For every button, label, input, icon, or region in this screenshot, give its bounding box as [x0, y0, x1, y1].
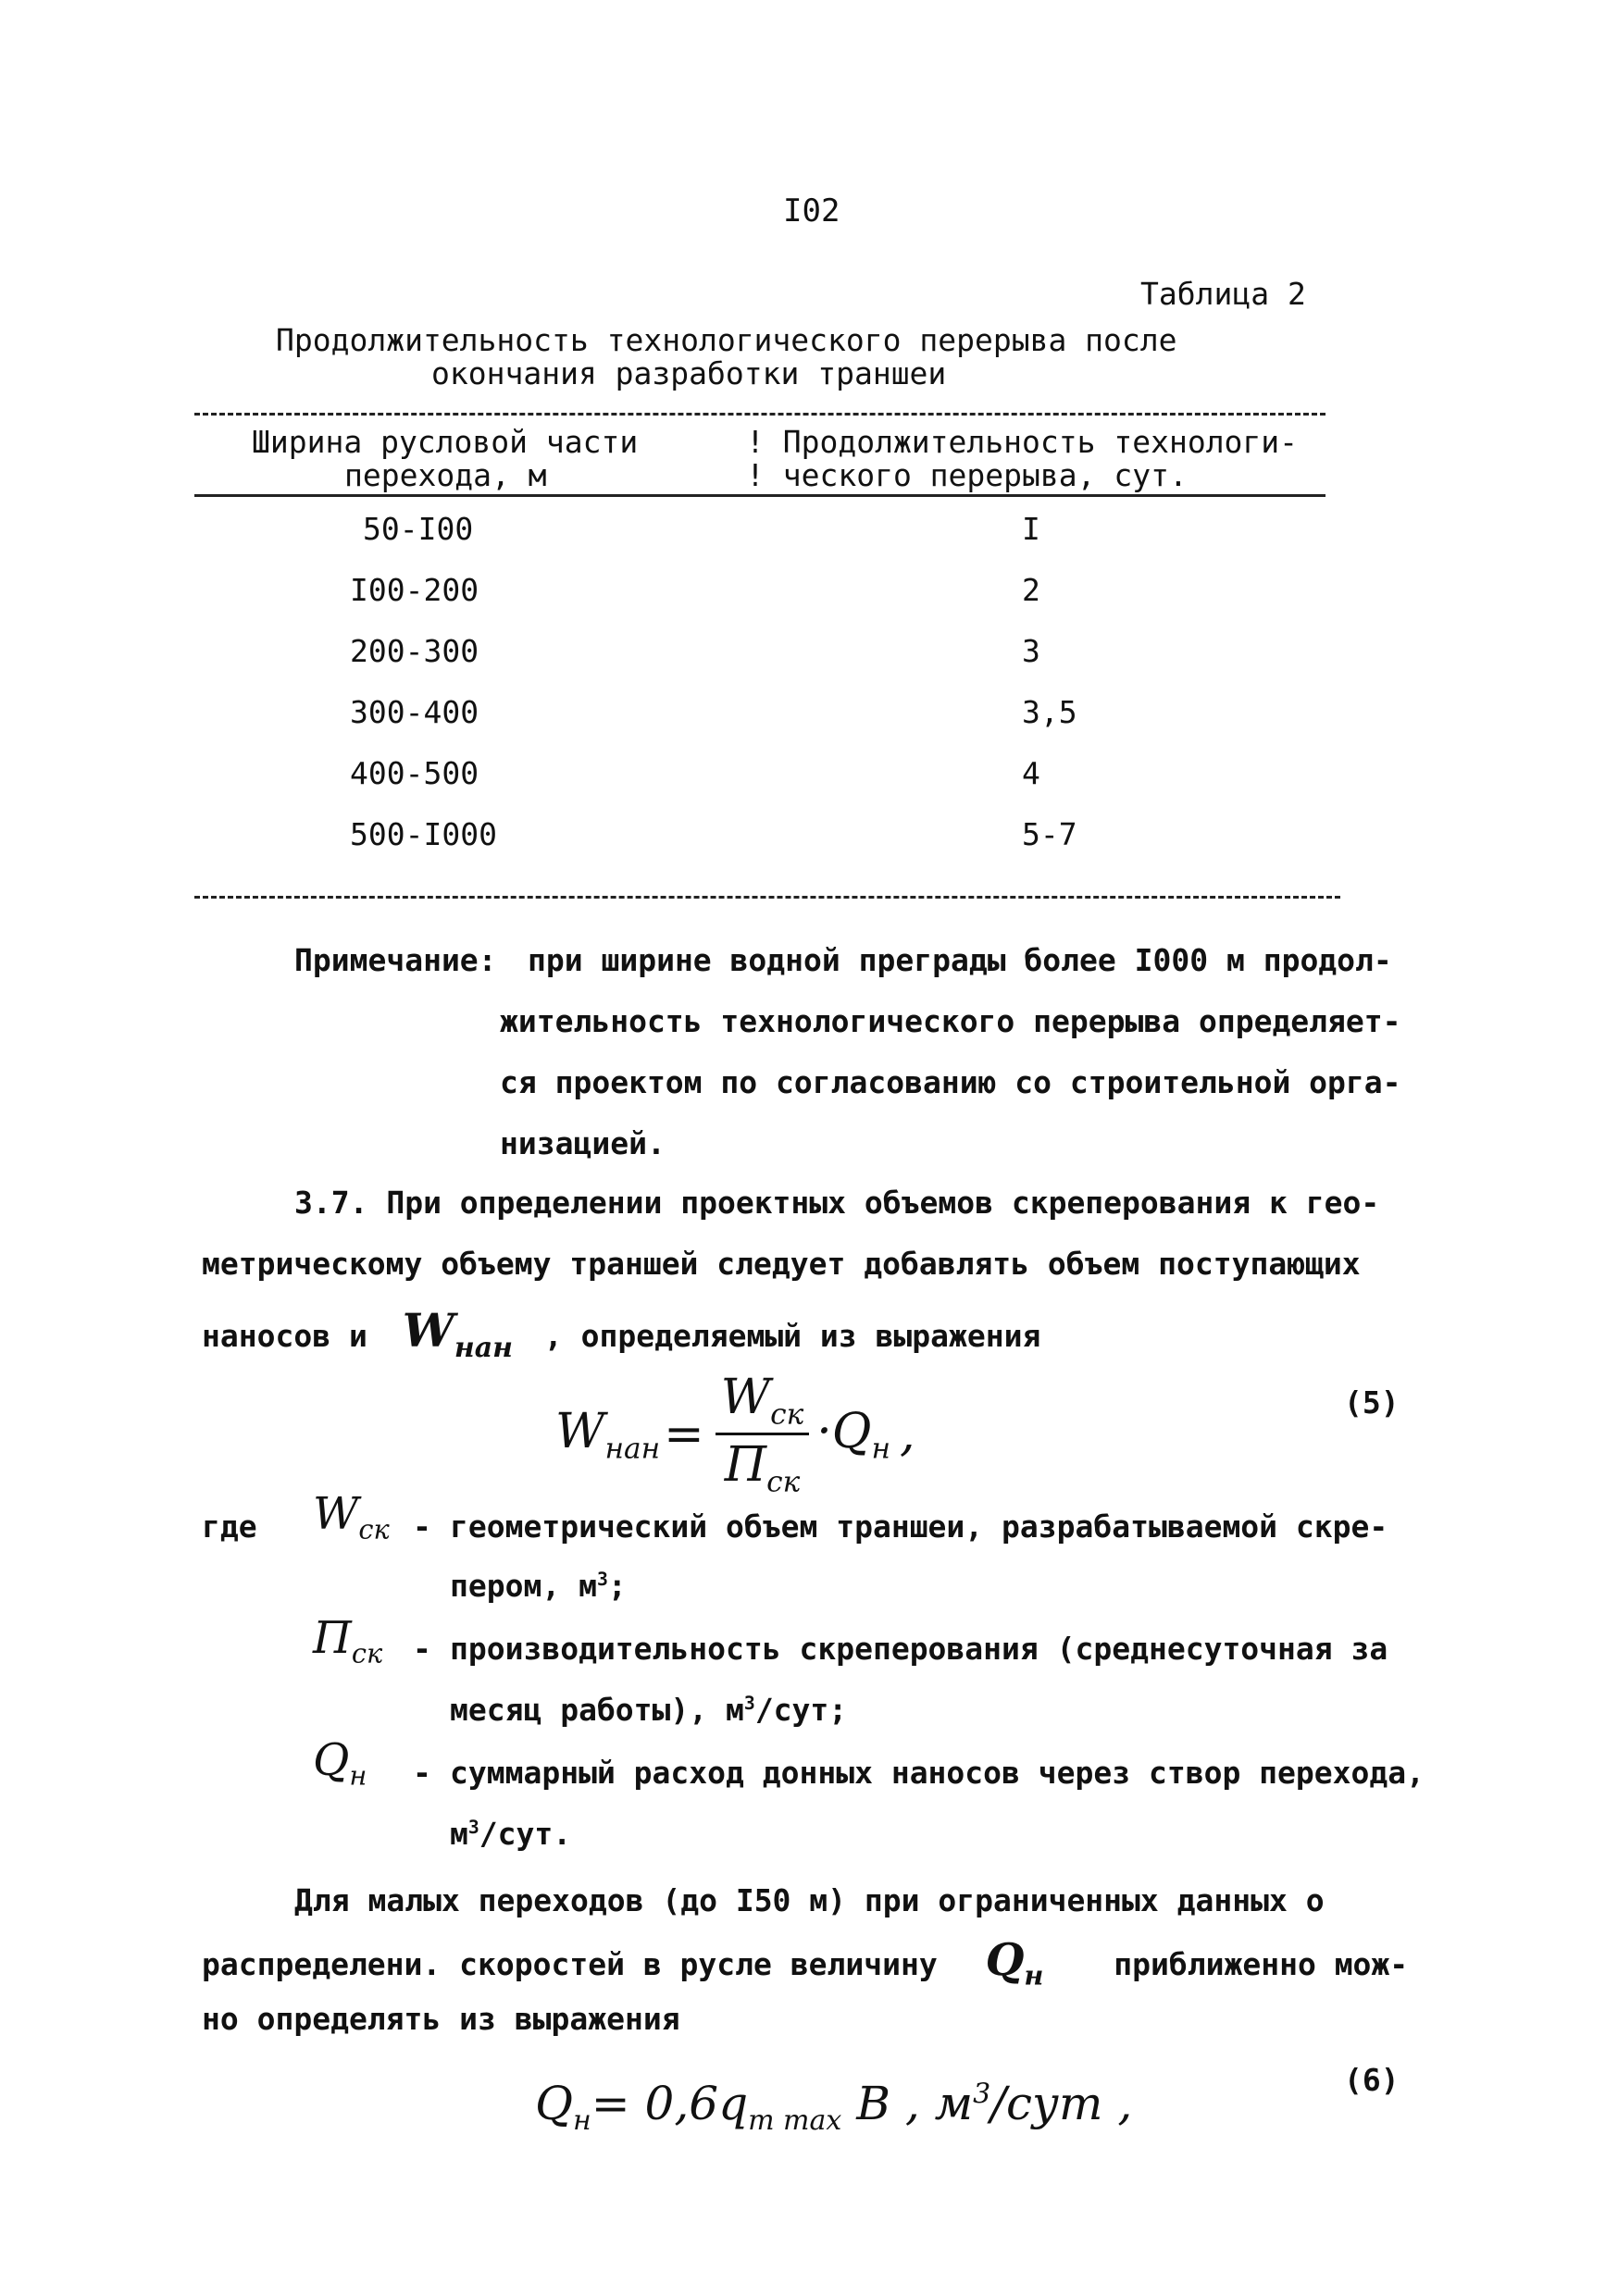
row-width: I00-200	[350, 572, 479, 608]
section-line3-pre: наносов и	[202, 1318, 367, 1354]
formula5-denominator: $П_{ск}$	[724, 1437, 801, 1499]
row-width: 300-400	[350, 694, 479, 730]
note-line1: при ширине водной преграды более I000 м продол-	[528, 942, 1392, 978]
row-width: 50-I00	[363, 511, 474, 547]
def-dash: -	[413, 1508, 431, 1545]
small-line3: но определять из выражения	[202, 2001, 680, 2037]
where-label: где	[202, 1508, 257, 1545]
section-line3	[202, 1303, 1040, 1364]
formula5-tail: ,	[899, 1406, 915, 1462]
def-psk-line2: месяц работы), $м^3$/сут;	[450, 1692, 848, 1728]
note-line2: жительность технологического перерыва определяет-	[500, 1003, 1401, 1039]
def-wsk-line2: пером, $м^3$;	[450, 1568, 627, 1604]
col1-header-line1: Ширина русловой части	[252, 424, 639, 460]
note-line4: низацией.	[500, 1125, 666, 1161]
def-symbol-wsk: $W_{ск}$	[313, 1488, 390, 1545]
table-header-rule	[194, 494, 1326, 497]
small-line2	[202, 1934, 1408, 1992]
formula6-lhs: $Q_н$	[535, 2077, 591, 2137]
small-line1: Для малых переходов (до I50 м) при ограниченных данных о	[294, 1882, 1325, 1918]
section-line3-post: , определяемый из выражения	[543, 1318, 1041, 1354]
col2-header-line1: ! Продолжительность технологи-	[746, 424, 1299, 460]
row-duration: 2	[1022, 572, 1040, 608]
row-width: 400-500	[350, 755, 479, 791]
formula-5	[555, 1370, 915, 1499]
note-label: Примечание:	[294, 942, 497, 978]
row-duration: 3,5	[1022, 694, 1077, 730]
qn-symbol: $Q_н$	[985, 1934, 1044, 1992]
table-top-rule	[194, 413, 1326, 416]
formula6-rhs: = $0,6q_{т max}$ B , $м^3$/сут ,	[591, 2077, 1133, 2137]
row-duration: I	[1022, 511, 1040, 547]
row-width: 500-I000	[350, 816, 497, 852]
col1-header-line2: перехода, м	[344, 457, 547, 493]
def-psk-line1: производительность скреперования (среднесуточная за	[450, 1631, 1388, 1667]
row-duration: 3	[1022, 633, 1040, 669]
formula5-fraction	[716, 1370, 810, 1499]
def-wsk-line1: геометрический объем траншеи, разрабатываемой скре-	[450, 1508, 1388, 1545]
formula5-eq: =	[664, 1406, 704, 1462]
def-dash: -	[413, 1755, 431, 1791]
formula5-lhs: $W_{нан}$	[555, 1403, 661, 1466]
w-nan-symbol: $W_{нан}$	[402, 1303, 514, 1364]
col2-header-line2: ! ческого перерыва, сут.	[746, 457, 1188, 493]
small-line2-pre: распределени. скоростей в русле величину	[202, 1946, 938, 1982]
note-line3: ся проектом по согласованию со строительной орга-	[500, 1064, 1401, 1100]
def-symbol-qn: $Q_н$	[313, 1734, 367, 1792]
table-title-line2: окончания разработки траншеи	[431, 355, 947, 391]
row-duration: 5-7	[1022, 816, 1077, 852]
small-line2-post: приближенно мож-	[1114, 1946, 1409, 1982]
def-symbol-psk: $П_{ск}$	[313, 1612, 383, 1669]
def-qn-line2: $м^3$/сут.	[450, 1816, 572, 1852]
table-title-line1: Продолжительность технологического перерыва после	[276, 322, 1177, 358]
page-number: I02	[783, 192, 840, 230]
def-qn-line1: суммарный расход донных наносов через створ перехода,	[450, 1755, 1425, 1791]
table-label: Таблица 2	[1140, 276, 1306, 312]
row-duration: 4	[1022, 755, 1040, 791]
section-line1: 3.7. При определении проектных объемов скреперования к гео-	[294, 1185, 1380, 1221]
def-dash: -	[413, 1631, 431, 1667]
formula6-number: (6)	[1344, 2062, 1400, 2098]
row-width: 200-300	[350, 633, 479, 669]
section-line2: метрическому объему траншей следует добавлять объем поступающих	[202, 1246, 1361, 1282]
formula5-mult: $\cdot Q_н$	[816, 1403, 890, 1466]
formula-6	[535, 2077, 1132, 2137]
formula5-numerator: $W_{ск}$	[716, 1370, 810, 1435]
formula5-number: (5)	[1344, 1384, 1400, 1421]
table-bottom-rule	[194, 896, 1340, 899]
